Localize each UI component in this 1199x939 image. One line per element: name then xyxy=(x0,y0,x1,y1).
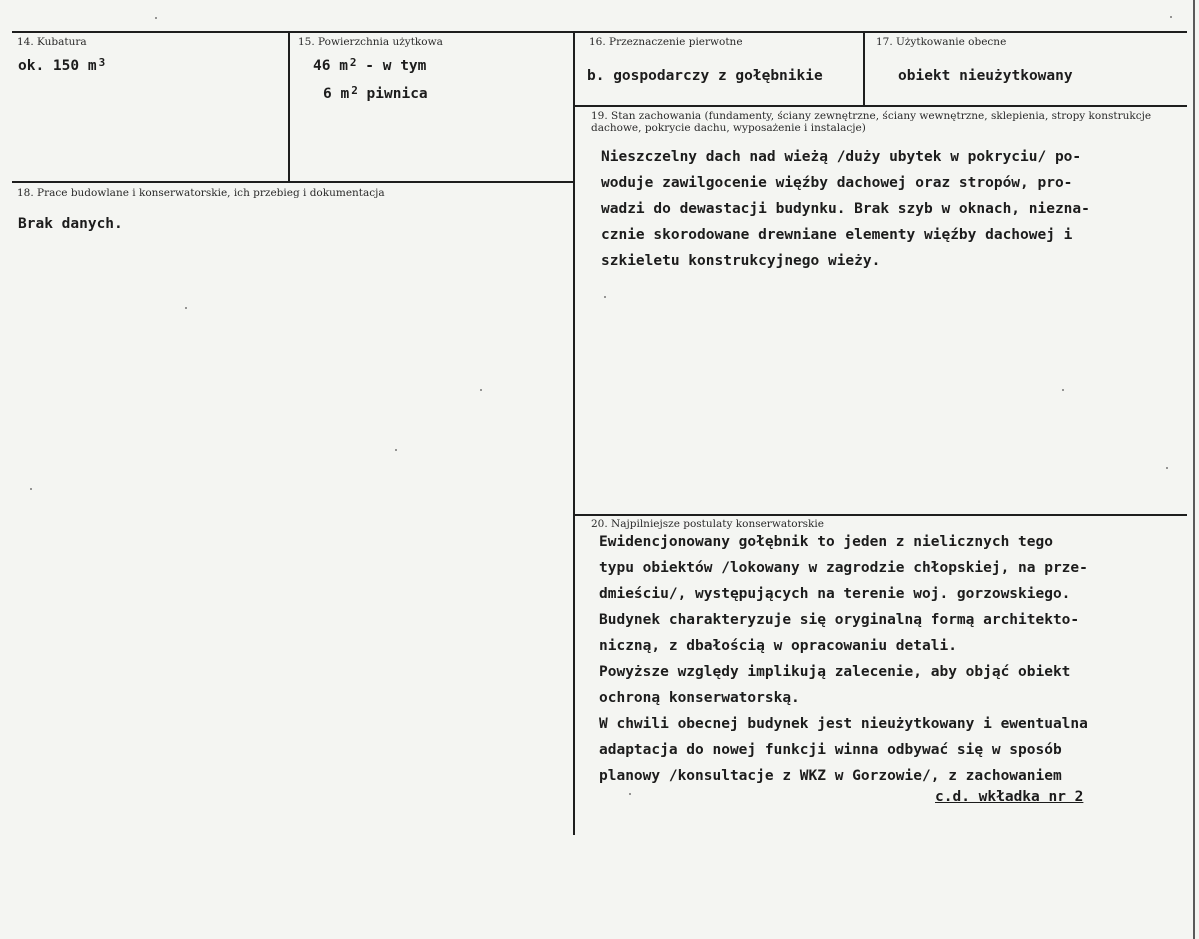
continuation-note: c.d. wkładka nr 2 xyxy=(935,789,1084,805)
rule-under-16-17 xyxy=(575,105,1187,107)
field-15-exponent-2: 2 xyxy=(351,84,358,97)
field-15-exponent-1: 2 xyxy=(349,56,357,69)
field-15-line-1 xyxy=(313,58,426,74)
field-15-line-1-suffix: - w tym xyxy=(356,58,427,74)
scan-speck xyxy=(185,307,187,309)
field-19-line: szkieletu konstrukcyjnego wieży. xyxy=(601,253,881,269)
scan-speck xyxy=(30,488,32,490)
field-18-label: 18. Prace budowlane i konserwatorskie, ich przebieg i dokumentacja xyxy=(17,187,385,199)
right-edge xyxy=(1193,0,1195,939)
divider-16-17 xyxy=(863,33,865,105)
field-19-line: woduje zawilgocenie więźby dachowej oraz stropów, pro- xyxy=(601,175,1073,191)
field-20-line: Ewidencjonowany gołębnik to jeden z nielicznych tego xyxy=(599,534,1053,550)
field-20-line: typu obiektów /lokowany w zagrodzie chłopskiej, na prze- xyxy=(599,560,1088,576)
field-15-area-total: 46 m xyxy=(313,58,348,74)
field-14-exponent: 3 xyxy=(98,56,106,69)
field-20-label: 20. Najpilniejsze postulaty konserwatorskie xyxy=(591,518,824,530)
scan-speck xyxy=(1166,467,1168,469)
field-20-line: planowy /konsultacje z WKZ w Gorzowie/, z zachowaniem xyxy=(599,768,1062,784)
field-20-line: dmieściu/, występujących na terenie woj. gorzowskiego. xyxy=(599,586,1071,602)
scan-speck xyxy=(604,296,606,298)
rule-above-18 xyxy=(12,181,574,183)
field-15-line-2-suffix: piwnica xyxy=(357,86,428,102)
field-20-text xyxy=(599,529,1088,789)
field-19-line: wadzi do dewastacji budynku. Brak szyb w oknach, niezna- xyxy=(601,201,1090,217)
rule-above-20 xyxy=(575,514,1187,516)
scan-speck xyxy=(1062,389,1064,391)
field-20-line: niczną, z dbałością w opracowaniu detali. xyxy=(599,638,957,654)
main-column-divider xyxy=(573,33,575,835)
field-19-text xyxy=(601,144,1090,274)
field-20-line: W chwili obecnej budynek jest nieużytkowany i ewentualna xyxy=(599,716,1088,732)
top-rule xyxy=(12,31,1187,33)
scan-speck xyxy=(629,793,631,795)
field-15-label: 15. Powierzchnia użytkowa xyxy=(298,36,443,48)
field-19-label: 19. Stan zachowania (fundamenty, ściany zewnętrzne, ściany wewnętrzne, sklepienia, stropy konstrukcje dachowe, pokrycie dachu, wyposażenie i instalacje) xyxy=(591,110,1152,134)
field-20-line: Powyższe względy implikują zalecenie, aby objąć obiekt xyxy=(599,664,1071,680)
field-16-label: 16. Przeznaczenie pierwotne xyxy=(589,36,743,48)
field-15-line-2 xyxy=(323,86,428,102)
field-14-value-text: ok. 150 m xyxy=(18,58,97,74)
field-19-line: cznie skorodowane drewniane elementy więźby dachowej i xyxy=(601,227,1073,243)
field-14-value xyxy=(18,58,105,74)
scan-speck xyxy=(155,17,157,19)
field-20-line: Budynek charakteryzuje się oryginalną formą architekto- xyxy=(599,612,1080,628)
field-15-area-cellar: 6 m xyxy=(323,86,350,102)
field-17-value: obiekt nieużytkowany xyxy=(898,68,1073,84)
field-20-line: ochroną konserwatorską. xyxy=(599,690,800,706)
field-20-line: adaptacja do nowej funkcji winna odbywać się w sposób xyxy=(599,742,1062,758)
field-16-value: b. gospodarczy z gołębnikie xyxy=(587,68,823,84)
field-14-label: 14. Kubatura xyxy=(17,36,87,48)
field-18-value: Brak danych. xyxy=(18,216,123,232)
divider-14-15 xyxy=(288,33,290,181)
scan-speck xyxy=(1170,16,1172,18)
field-19-line: Nieszczelny dach nad wieżą /duży ubytek w pokryciu/ po- xyxy=(601,149,1082,165)
scan-speck xyxy=(395,449,397,451)
scan-speck xyxy=(480,389,482,391)
field-17-label: 17. Użytkowanie obecne xyxy=(876,36,1007,48)
